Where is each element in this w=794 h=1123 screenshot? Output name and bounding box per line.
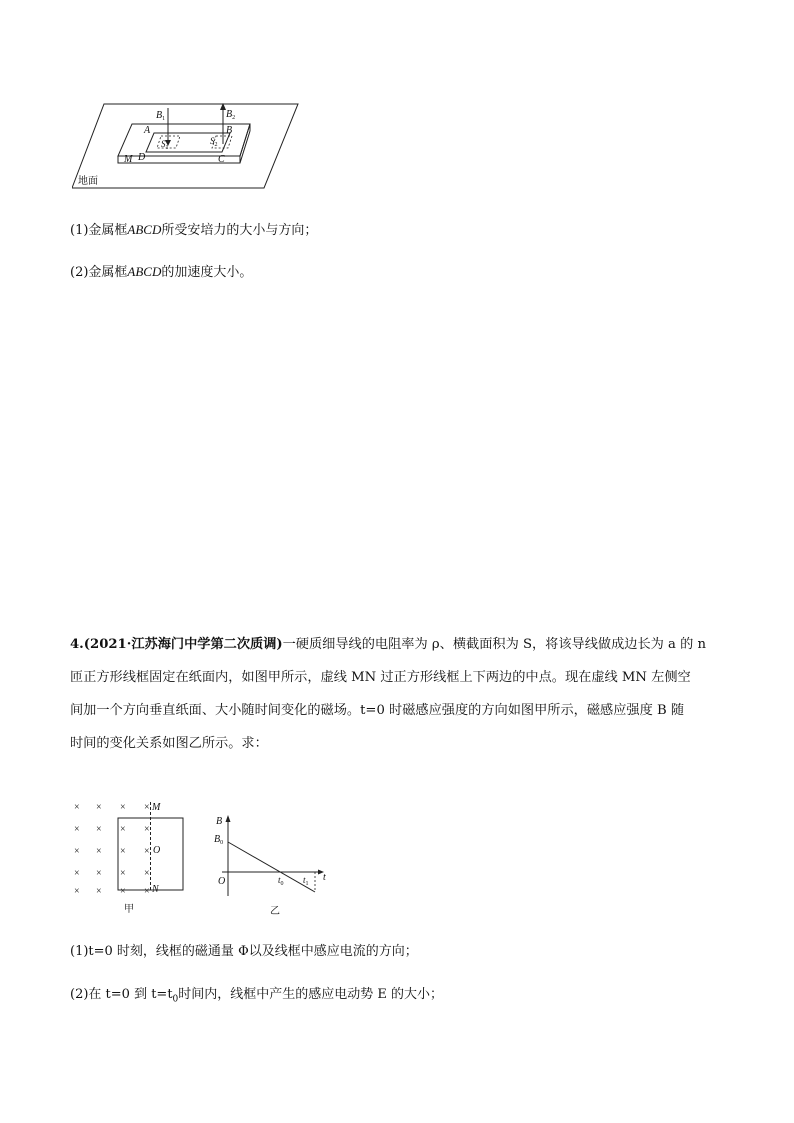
- label-c: C: [218, 154, 225, 165]
- q4-line3: 间加一个方向垂直纸面、大小随时间变化的磁场。t=0 时磁感应强度的方向如图甲所示，磁感应强度 B 随: [70, 703, 685, 718]
- q3-part1: [70, 220, 317, 241]
- field-cross: ×: [96, 802, 102, 813]
- q3-part2: [70, 262, 252, 283]
- b-t-line: [228, 842, 315, 892]
- q4-line4: 时间的变化关系如图乙所示。求：: [70, 736, 268, 751]
- label-m: M: [124, 154, 133, 165]
- field-cross: ×: [96, 886, 102, 897]
- q4-part1: (1)t=0 时刻，线框的磁通量 Φ以及线框中感应电流的方向；: [70, 944, 418, 959]
- label-b: B: [226, 125, 233, 136]
- q4-source: (2021·江苏海门中学第二次质调): [83, 637, 283, 652]
- label-d: D: [138, 152, 146, 163]
- label-b: B: [216, 816, 223, 827]
- q3-part2-prefix: (2)金属框: [70, 265, 128, 280]
- caption-yi: 乙: [270, 906, 280, 917]
- q4-line1-text: 一硬质细导线的电阻率为 ρ、横截面积为 S，将该导线做成边长为 a 的 n: [282, 637, 706, 652]
- q4-part2: [70, 985, 443, 1010]
- q3-part1-var: ABCD: [127, 222, 162, 237]
- field-cross: ×: [74, 886, 80, 897]
- field-cross: ×: [120, 846, 126, 857]
- field-cross: ×: [120, 886, 126, 897]
- field-cross: ×: [96, 824, 102, 835]
- label-ground: 地面: [78, 176, 98, 187]
- q3-part1-suffix: 所受安培力的大小与方向；: [161, 223, 318, 238]
- q4-line2: 匝正方形线框固定在纸面内，如图甲所示，虚线 MN 过正方形线框上下两边的中点。现在虚线 MN 左侧空: [70, 670, 691, 685]
- label-t0: $t_0$: [278, 875, 284, 887]
- q3-part1-prefix: (1)金属框: [70, 223, 128, 238]
- label-b2: $B_2$: [226, 109, 236, 121]
- q4-line1: [70, 628, 730, 661]
- label-n: N: [152, 884, 159, 895]
- q4-part2-sub: 0: [172, 994, 179, 1005]
- label-t1: $t_1$: [303, 875, 309, 887]
- field-cross: ×: [144, 846, 150, 857]
- label-m: M: [152, 802, 161, 813]
- q3-part2-var: ABCD: [127, 264, 162, 279]
- label-t: t: [323, 872, 326, 883]
- field-cross: ×: [144, 886, 150, 897]
- field-cross: ×: [96, 846, 102, 857]
- q4-part2-a: (2)在 t=0 到 t=t: [70, 987, 173, 1002]
- label-b0: $B_0$: [214, 834, 224, 846]
- field-cross: ×: [120, 824, 126, 835]
- field-cross: ×: [74, 802, 80, 813]
- label-s1: $S_1$: [161, 139, 169, 151]
- figure-jia: [70, 796, 200, 918]
- label-o: O: [153, 845, 161, 856]
- field-cross: ×: [74, 868, 80, 879]
- label-s2: $S_2$: [210, 136, 218, 148]
- label-b1: $B_1$: [156, 110, 166, 122]
- axis-b-arrow-icon: [226, 815, 231, 822]
- label-o: O: [218, 876, 226, 887]
- q3-part2-suffix: 的加速度大小。: [161, 265, 253, 280]
- field-cross: ×: [120, 802, 126, 813]
- field-cross: ×: [120, 868, 126, 879]
- field-crosses: [74, 802, 150, 897]
- q4-part2-b: 时间内，线框中产生的感应电动势 E 的大小；: [178, 987, 444, 1002]
- field-cross: ×: [96, 868, 102, 879]
- field-cross: ×: [74, 824, 80, 835]
- q4-stem: [70, 628, 730, 760]
- figure-yi: [212, 812, 338, 920]
- label-a: A: [144, 125, 151, 136]
- q4-number: 4.: [70, 637, 84, 652]
- field-cross: ×: [144, 868, 150, 879]
- ground-plane: [72, 104, 298, 188]
- field-cross: ×: [144, 802, 150, 813]
- caption-jia: 甲: [124, 904, 134, 915]
- field-cross: ×: [144, 824, 150, 835]
- figure-ground-frame: [72, 100, 302, 192]
- field-cross: ×: [74, 846, 80, 857]
